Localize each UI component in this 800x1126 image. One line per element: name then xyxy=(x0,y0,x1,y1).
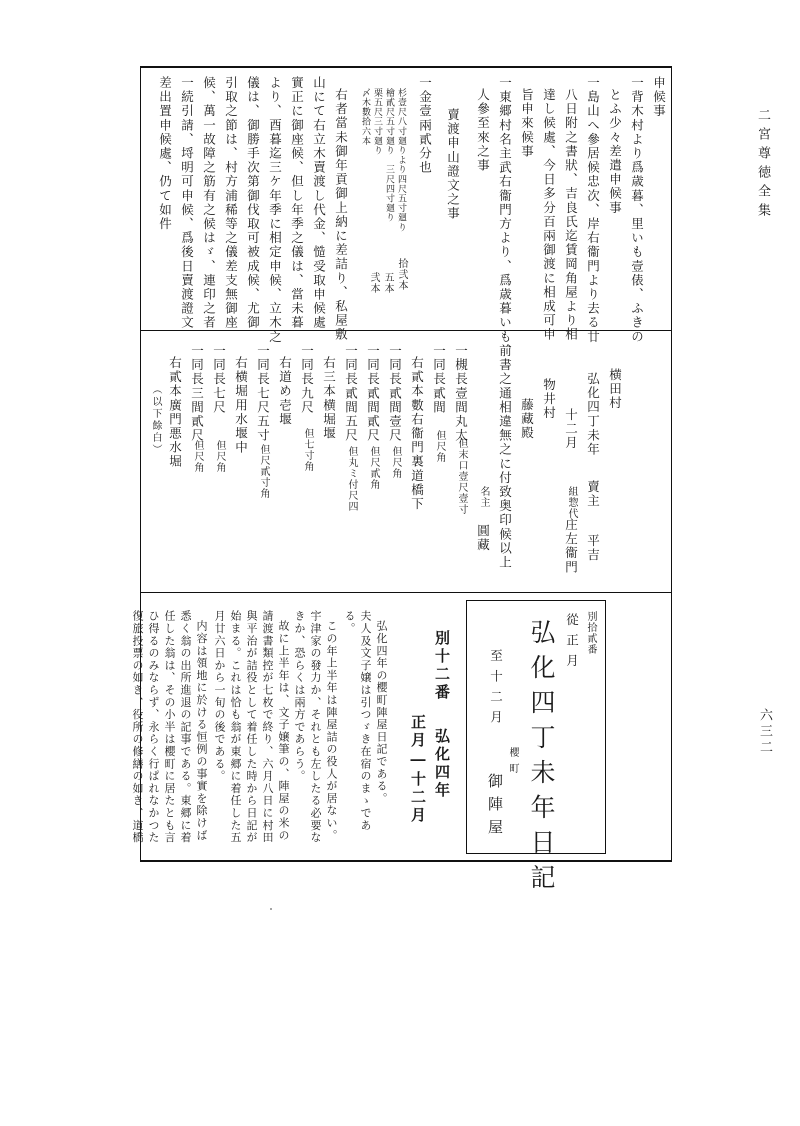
item-label: 一同長七尺 xyxy=(211,344,227,415)
headman-name: 圓藏 xyxy=(475,524,491,553)
note-line: 與平治が詰役として着任した時から日記が xyxy=(245,610,258,844)
tier-divider-lower xyxy=(140,592,672,593)
middle-village: 横田村 xyxy=(607,368,623,411)
upper-line: 候、萬一故障之筋有之候はゞ、連印之者 xyxy=(201,76,217,330)
guarantor-role: 組惣代 xyxy=(566,486,577,519)
item-note: 但尺角 xyxy=(214,440,225,473)
place: 御陣屋 xyxy=(486,773,504,842)
item-label: 一同長貳間壹尺 xyxy=(387,344,403,443)
upper-line: 山にて右立木賣渡し代金、慥受取申候處 xyxy=(311,76,327,330)
note-line: 悉く翁の出所進退の記事である。東郷に着 xyxy=(179,610,192,844)
section-year: 弘化四年 xyxy=(433,728,451,800)
item-label: 一同長七尺五寸 xyxy=(255,344,271,443)
item-label: 一同長貳間 xyxy=(431,344,447,415)
item-note: 但丸ミ付尺四 xyxy=(346,446,357,512)
addressee-village: 物井村 xyxy=(541,378,557,421)
note-line: この年上半年は陣屋詰の役人が居ない。 xyxy=(325,620,338,842)
diary-title-box xyxy=(466,600,606,899)
seller-name: 平吉 xyxy=(585,534,601,563)
upper-line: 一金壹兩貳分也 xyxy=(417,76,433,175)
upper-line: 引取之節は、村方浦稀等之儀差支無御座 xyxy=(223,76,239,330)
guarantor-name: 庄左衞門 xyxy=(563,518,579,575)
note-line: る。 xyxy=(343,610,356,635)
title-label-small: 別拾貳番 xyxy=(585,611,596,655)
item-note: 但末口壹尺壹寸 xyxy=(456,438,467,515)
item-location: 右貳本數右衞門裏道橋下 xyxy=(409,356,425,512)
note-line: 任した翁は、その小半は櫻町に居たとも言 xyxy=(163,610,176,844)
note-line: 始まる。これは恰も翁が東郷に着任した五 xyxy=(229,610,242,844)
timber-row: 〆木數拾六本 xyxy=(360,88,370,146)
endorsement: 前書之通相違無之に付致奥印候以上 xyxy=(497,344,513,570)
upper-line: とふ少々差遣申候事 xyxy=(607,88,623,215)
timber-count: 弐本 xyxy=(368,272,379,294)
timber-row: 杉壹尺八寸廻りより四尺五寸廻り xyxy=(396,88,406,233)
middle-month: 十二月 xyxy=(563,408,579,451)
item-note: 但尺角 xyxy=(434,430,445,463)
headman-role: 名主 xyxy=(478,486,489,508)
frame-top-rule xyxy=(140,66,672,68)
section-number: 別十二番 xyxy=(433,630,451,702)
seller-role: 賣主 xyxy=(585,480,601,509)
period-to: 至十二月 xyxy=(488,649,504,731)
upper-line: 一続引請、埒明可申候、爲後日賣渡證文 xyxy=(179,76,195,330)
item-note: 但尺貳角 xyxy=(368,446,379,490)
item-note: 但七寸角 xyxy=(302,428,313,472)
item-note: 但尺貳寸角 xyxy=(258,444,269,499)
middle-date: 弘化四丁未年 xyxy=(585,372,601,457)
upper-line: 人參至來之事 xyxy=(475,88,491,173)
upper-line: 差出置申候處、仍て如件 xyxy=(157,76,173,232)
upper-line: 儀は、御勝手次第御伐取可被成候、尤御 xyxy=(245,76,261,330)
item-label: 一同長九尺 xyxy=(299,344,315,415)
item-location: 右横堀用水堰中 xyxy=(233,356,249,455)
diary-title: 弘化四丁未年日記 xyxy=(527,619,556,899)
upper-line: 八日附之書狀、吉良氏迄賃岡角屋より相 xyxy=(563,88,579,342)
note-line: 故に上半年は、文子嬢筆の、陣屋の米の xyxy=(277,620,290,842)
place-small: 櫻町 xyxy=(507,747,518,779)
timber-count: 拾弐本 xyxy=(396,258,407,291)
timber-row: 栗五尺三寸廻り xyxy=(372,88,382,156)
deed-title: 賣渡申山證文之事 xyxy=(445,108,461,221)
note-line: 弘化四年の櫻町陣屋日記である。 xyxy=(375,620,388,805)
timber-row: 檜貳尺五寸廻り 三尺四寸廻り xyxy=(384,88,394,223)
item-label: 一同長貳間五尺 xyxy=(343,344,359,443)
item-note: 但尺角 xyxy=(192,440,203,473)
upper-line: 一東郷村名主武右衞門方より、爲歳暮いも、 xyxy=(497,76,513,358)
note-line: 月廿六日から一旬の後である。 xyxy=(213,610,226,783)
upper-line: 旨申來候事 xyxy=(519,88,535,159)
note-line: きか、恐らくは兩方であらう。 xyxy=(293,610,306,783)
running-head: 二宮尊徳全集 xyxy=(755,108,770,222)
upper-line: 一背木村より爲歳暮、里いも壹俵、ふきの xyxy=(629,76,645,344)
upper-line: 實正に御座候、但し年季之儀は、當未暮 xyxy=(289,76,305,330)
item-note: 但尺角 xyxy=(390,446,401,479)
note-line: 復旅投票の如き、役所の修繕の如き、道橋 xyxy=(131,610,144,844)
item-label: 一槻長壹間丸太 xyxy=(453,344,469,443)
item-location: 右道め壱堰 xyxy=(277,356,293,427)
note-line: 夫人及文子嬢は引つゞき在宿のまゝであ xyxy=(359,610,372,832)
blank-note: （以下餘白） xyxy=(150,384,161,456)
item-location: 右貳本廣門悪水堀 xyxy=(167,356,183,469)
note-line: 宇津家の發力か、それとも左したる必要な xyxy=(309,610,322,844)
item-label: 一同長貳間貳尺 xyxy=(365,344,381,443)
upper-line: より、酉暮迄三ケ年季に相定申候、立木之 xyxy=(267,76,283,344)
timber-count: 五本 xyxy=(382,272,393,294)
upper-line: 達し候處、今日多分百兩御渡に相成可申 xyxy=(541,88,557,342)
period-from: 從正月 xyxy=(564,613,580,675)
frame-right-rule xyxy=(671,66,672,862)
addressee: 藤藏殿 xyxy=(519,398,535,441)
upper-line: 一島山へ參居候忠次、岸右衞門より去る廿 xyxy=(585,76,601,344)
print-speck xyxy=(270,908,272,910)
section-range: 正月―十二月 xyxy=(409,714,427,825)
note-line: ひ得るのみならず、永らく行ぱれなかつた xyxy=(147,610,160,844)
frame-bottom-rule xyxy=(140,860,672,862)
upper-line: 右者當未御年貢御上納に差詰り、私屋敷 xyxy=(333,88,349,342)
note-line: 内容は領地に於ける恒例の事實を除けば xyxy=(195,620,208,842)
item-location: 右三本横堀堰 xyxy=(321,356,337,441)
page-number: 六三二 xyxy=(757,708,772,756)
upper-line: 申候事 xyxy=(651,76,667,119)
item-label: 一同長三間貳尺 xyxy=(189,344,205,443)
note-line: 請渡書類控が七枚で終り、六月八日に村田 xyxy=(261,610,274,844)
